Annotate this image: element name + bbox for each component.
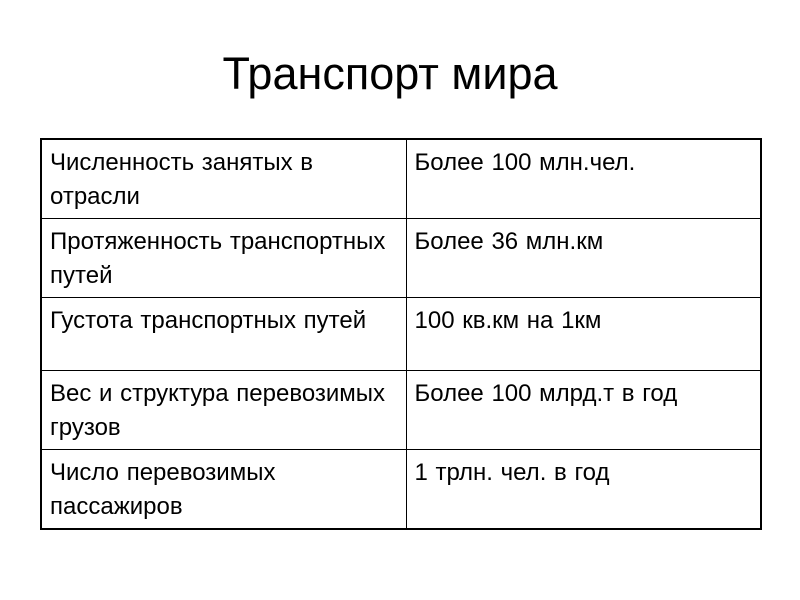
row-label: Протяженность транспортных путей [41,219,406,298]
table-row [41,139,761,219]
row-value: 100 кв.км на 1км [406,298,761,371]
row-label: Численность занятых в отрасли [41,139,406,219]
row-label: Густота транспортных путей [41,298,406,371]
slide-title: Транспорт мира [222,48,558,99]
transport-facts-table [40,138,762,530]
row-value: Более 36 млн.км [406,219,761,298]
row-label: Число перевозимых пассажиров [41,450,406,530]
row-label: Вес и структура перевозимых грузов [41,371,406,450]
table-row [41,298,761,371]
row-value: Более 100 млрд.т в год [406,371,761,450]
table-row [41,371,761,450]
table-row [41,450,761,530]
row-value: 1 трлн. чел. в год [406,450,761,530]
row-value: Более 100 млн.чел. [406,139,761,219]
table-row [41,219,761,298]
